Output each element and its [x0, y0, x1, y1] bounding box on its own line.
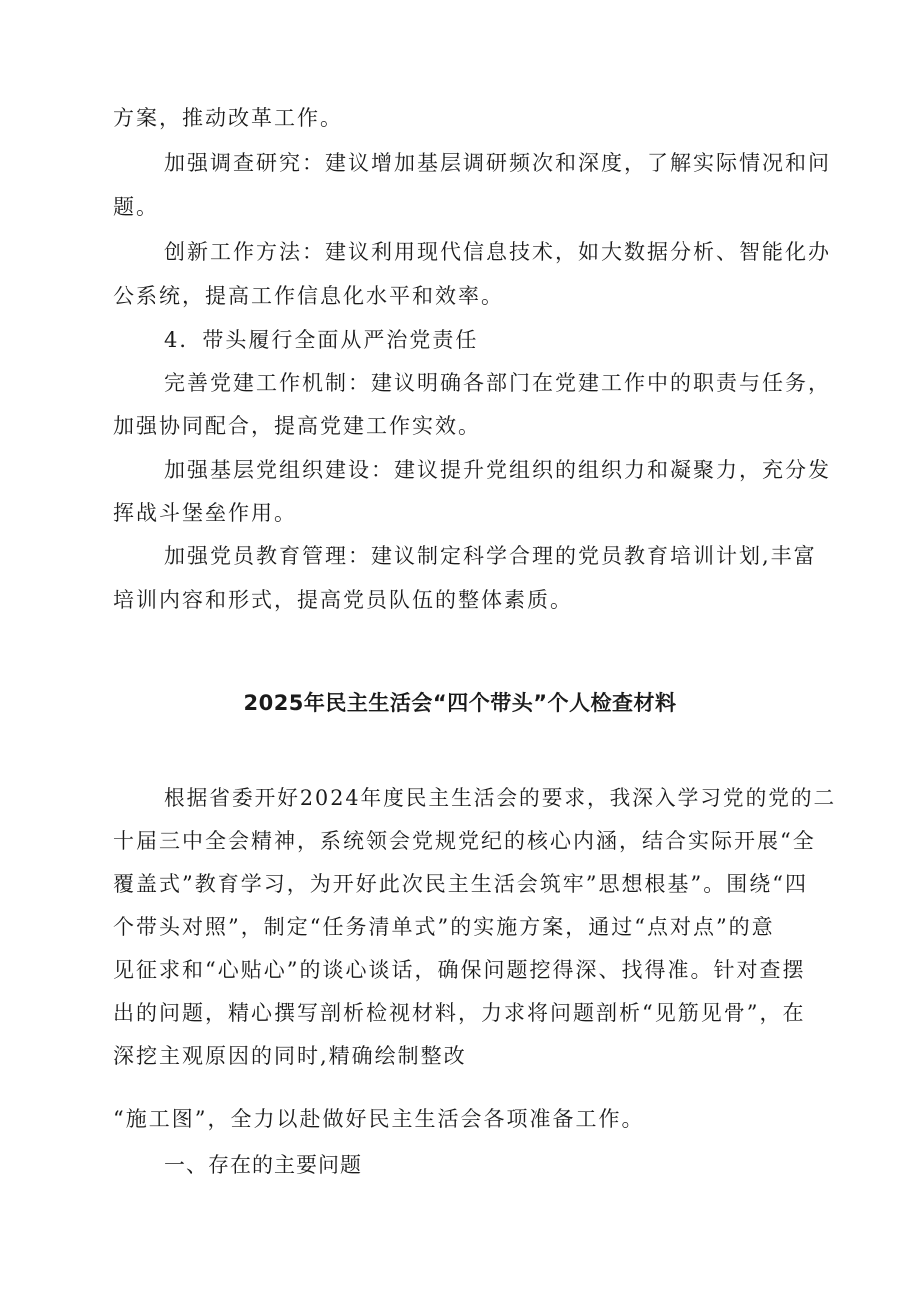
paragraph-line: 方案，推动改革工作。 — [113, 106, 343, 130]
paragraph-line: 完善党建工作机制：建议明确各部门在党建工作中的职责与任务， — [164, 371, 831, 395]
paragraph-line: 个带头对照”，制定“任务清单式”的实施方案，通过“点对点”的意 — [113, 915, 775, 939]
paragraph-line: 公系统，提高工作信息化水平和效率。 — [113, 284, 504, 308]
paragraph-line: 根据省委开好2024年度民主生活会的要求，我深入学习党的党的二 — [164, 786, 837, 810]
paragraph-line: 深挖主观原因的同时,精确绘制整改 — [113, 1044, 467, 1068]
paragraph-line: 创新工作方法：建议利用现代信息技术，如大数据分析、智能化办 — [164, 240, 831, 264]
paragraph-line: 覆盖式”教育学习，为开好此次民主生活会筑牢”思想根基”。围绕“四 — [113, 872, 808, 896]
paragraph-line: “施工图”，全力以赴做好民主生活会各项准备工作。 — [113, 1107, 645, 1131]
paragraph-line: 加强党员教育管理：建议制定科学合理的党员教育培训计划,丰富 — [164, 544, 817, 568]
section-heading: 一、存在的主要问题 — [164, 1153, 362, 1177]
subsection-heading: 4．带头履行全面从严治党责任 — [164, 328, 479, 352]
paragraph-line: 培训内容和形式，提高党员队伍的整体素质。 — [113, 588, 573, 612]
paragraph-line: 挥战斗堡垒作用。 — [113, 501, 297, 525]
paragraph-line: 加强调查研究：建议增加基层调研频次和深度，了解实际情况和问 — [164, 151, 831, 175]
paragraph-line: 题。 — [113, 195, 159, 219]
paragraph-line: 十届三中全会精神，系统领会党规党纪的核心内涵，结合实际开展“全 — [113, 829, 816, 853]
document-title: 2025年民主生活会“四个带头”个人检查材料 — [243, 691, 677, 715]
paragraph-line: 出的问题，精心撰写剖析检视材料，力求将问题剖析“见筋见骨”，在 — [113, 1001, 806, 1025]
paragraph-line: 加强基层党组织建设：建议提升党组织的组织力和凝聚力，充分发 — [164, 458, 831, 482]
paragraph-line: 见征求和“心贴心”的谈心谈话，确保问题挖得深、找得准。针对查摆 — [113, 958, 806, 982]
paragraph-line: 加强协同配合，提高党建工作实效。 — [113, 414, 481, 438]
